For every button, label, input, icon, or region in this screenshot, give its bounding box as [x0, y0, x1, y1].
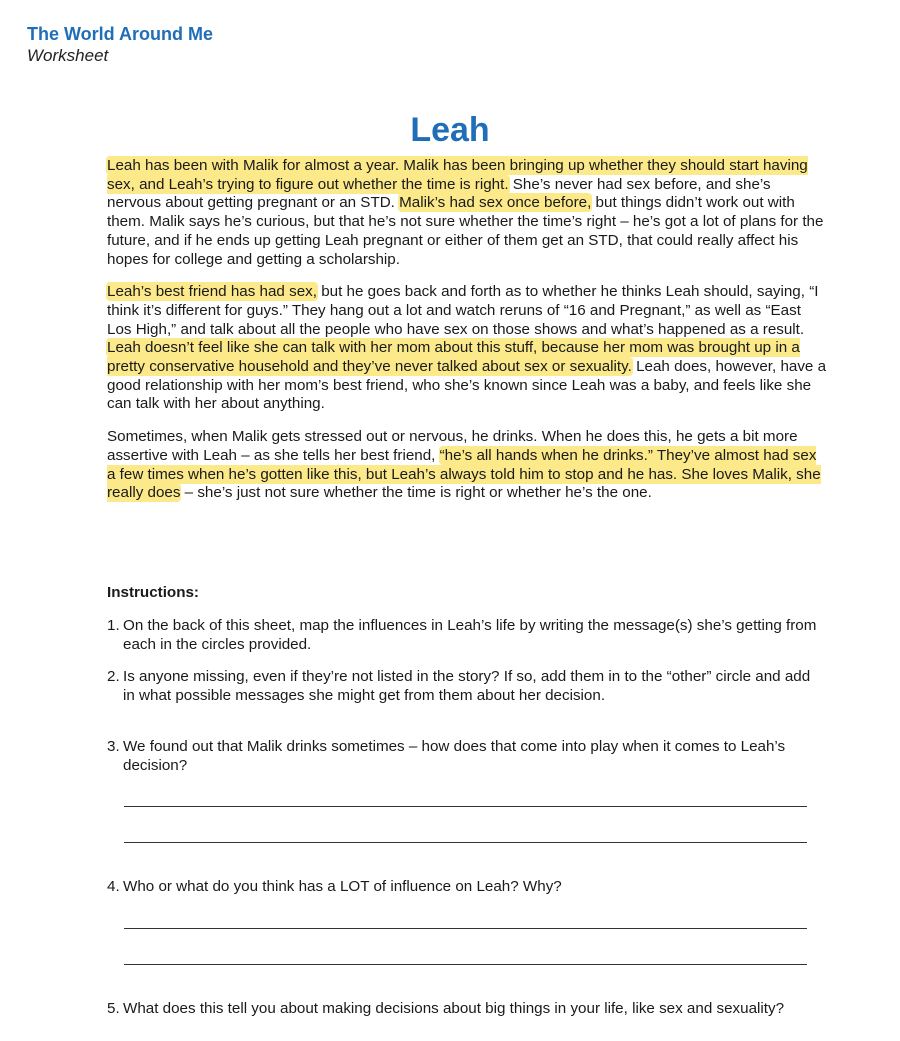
story-text-segment: Sometimes, when Malik gets stressed out or nervous, he drinks. When he does this, he gets a bit more assertive with Leah – as she tells her best friend, [107, 428, 798, 464]
item-text: We found out that Malik drinks sometimes – how does that come into play when it comes to Leah’s decision? [123, 738, 786, 774]
item-text: What does this tell you about making decisions about big things in your life, like sex and sexuality? [123, 1000, 785, 1017]
answer-line[interactable] [124, 928, 807, 929]
item-number: 5. [107, 1000, 120, 1017]
instruction-item-3 [107, 738, 817, 775]
answer-line[interactable] [124, 964, 807, 965]
story-text-segment: – she’s just not sure whether the time is right or whether he’s the one. [180, 484, 652, 502]
story-text-segment: but he goes back and forth as to whether he thinks Leah should, saying, “I think it’s different for guys.” They hang out a lot and watch reruns of “16 and Pregnant,” as well as “East Los High,” and talk about all the people who have sex on those shows and what’s happened as a result. [107, 283, 819, 338]
highlighted-text: Leah’s best friend has had sex, [107, 283, 317, 301]
highlighted-text: Leah has been with Malik for almost a year. Malik has been bringing up whether they should start having sex, and Leah’s trying to figure out whether the time is right. [107, 157, 808, 193]
series-title: The World Around Me [27, 24, 213, 44]
item-text: Who or what do you think has a LOT of influence on Leah? Why? [123, 878, 562, 895]
page-title: Leah [410, 111, 490, 149]
item-number: 2. [107, 668, 120, 685]
item-text: Is anyone missing, even if they’re not listed in the story? If so, add them in to the “other” circle and add in what possible messages she might get from them about her decision. [123, 668, 811, 704]
instruction-item-2 [107, 668, 817, 705]
highlighted-text: “he’s all hands when he drinks.” They’ve almost had sex a few times when he’s gotten like this, but Leah’s always told him to stop and he has. She loves Malik, she really does [107, 446, 821, 502]
item-number: 4. [107, 878, 120, 895]
highlighted-text: Malik’s had sex once before, [399, 194, 592, 212]
highlighted-text: Leah doesn’t feel like she can talk with her mom about this stuff, because her mom was brought up in a pretty conservative household and they’ve never talked about sex or sexuality. [107, 339, 800, 376]
instructions-heading: Instructions: [107, 584, 199, 601]
story-paragraph-2 [107, 283, 827, 414]
item-text: On the back of this sheet, map the influences in Leah’s life by writing the message(s) she’s getting from each in the circles provided. [123, 617, 817, 653]
story-text [107, 157, 827, 517]
instruction-item-1 [107, 617, 817, 654]
story-text-segment: Leah does, however, have a good relationship with her mom’s best friend, who she’s known since Leah was a baby, and feels like she can talk with her about anything. [107, 358, 827, 413]
instruction-item-5 [107, 1000, 817, 1019]
worksheet-header [27, 23, 213, 66]
worksheet-subtitle: Worksheet [27, 46, 109, 65]
story-paragraph-3 [107, 428, 827, 503]
answer-line[interactable] [124, 806, 807, 807]
story-text-segment: but things didn’t work out with them. Malik says he’s curious, but that he’s not sure whether the time’s right – he’s got a lot of plans for the future, and if he ends up getting Leah pregnant or either of them get an STD, that could really affect his hopes for college and getting a scholarship. [107, 194, 824, 268]
instruction-item-4 [107, 878, 817, 897]
item-number: 1. [107, 617, 120, 634]
story-paragraph-1 [107, 157, 827, 269]
answer-line[interactable] [124, 842, 807, 843]
item-number: 3. [107, 738, 120, 755]
story-text-segment: She’s never had sex before, and she’s nervous about getting pregnant or an STD. [107, 175, 771, 212]
